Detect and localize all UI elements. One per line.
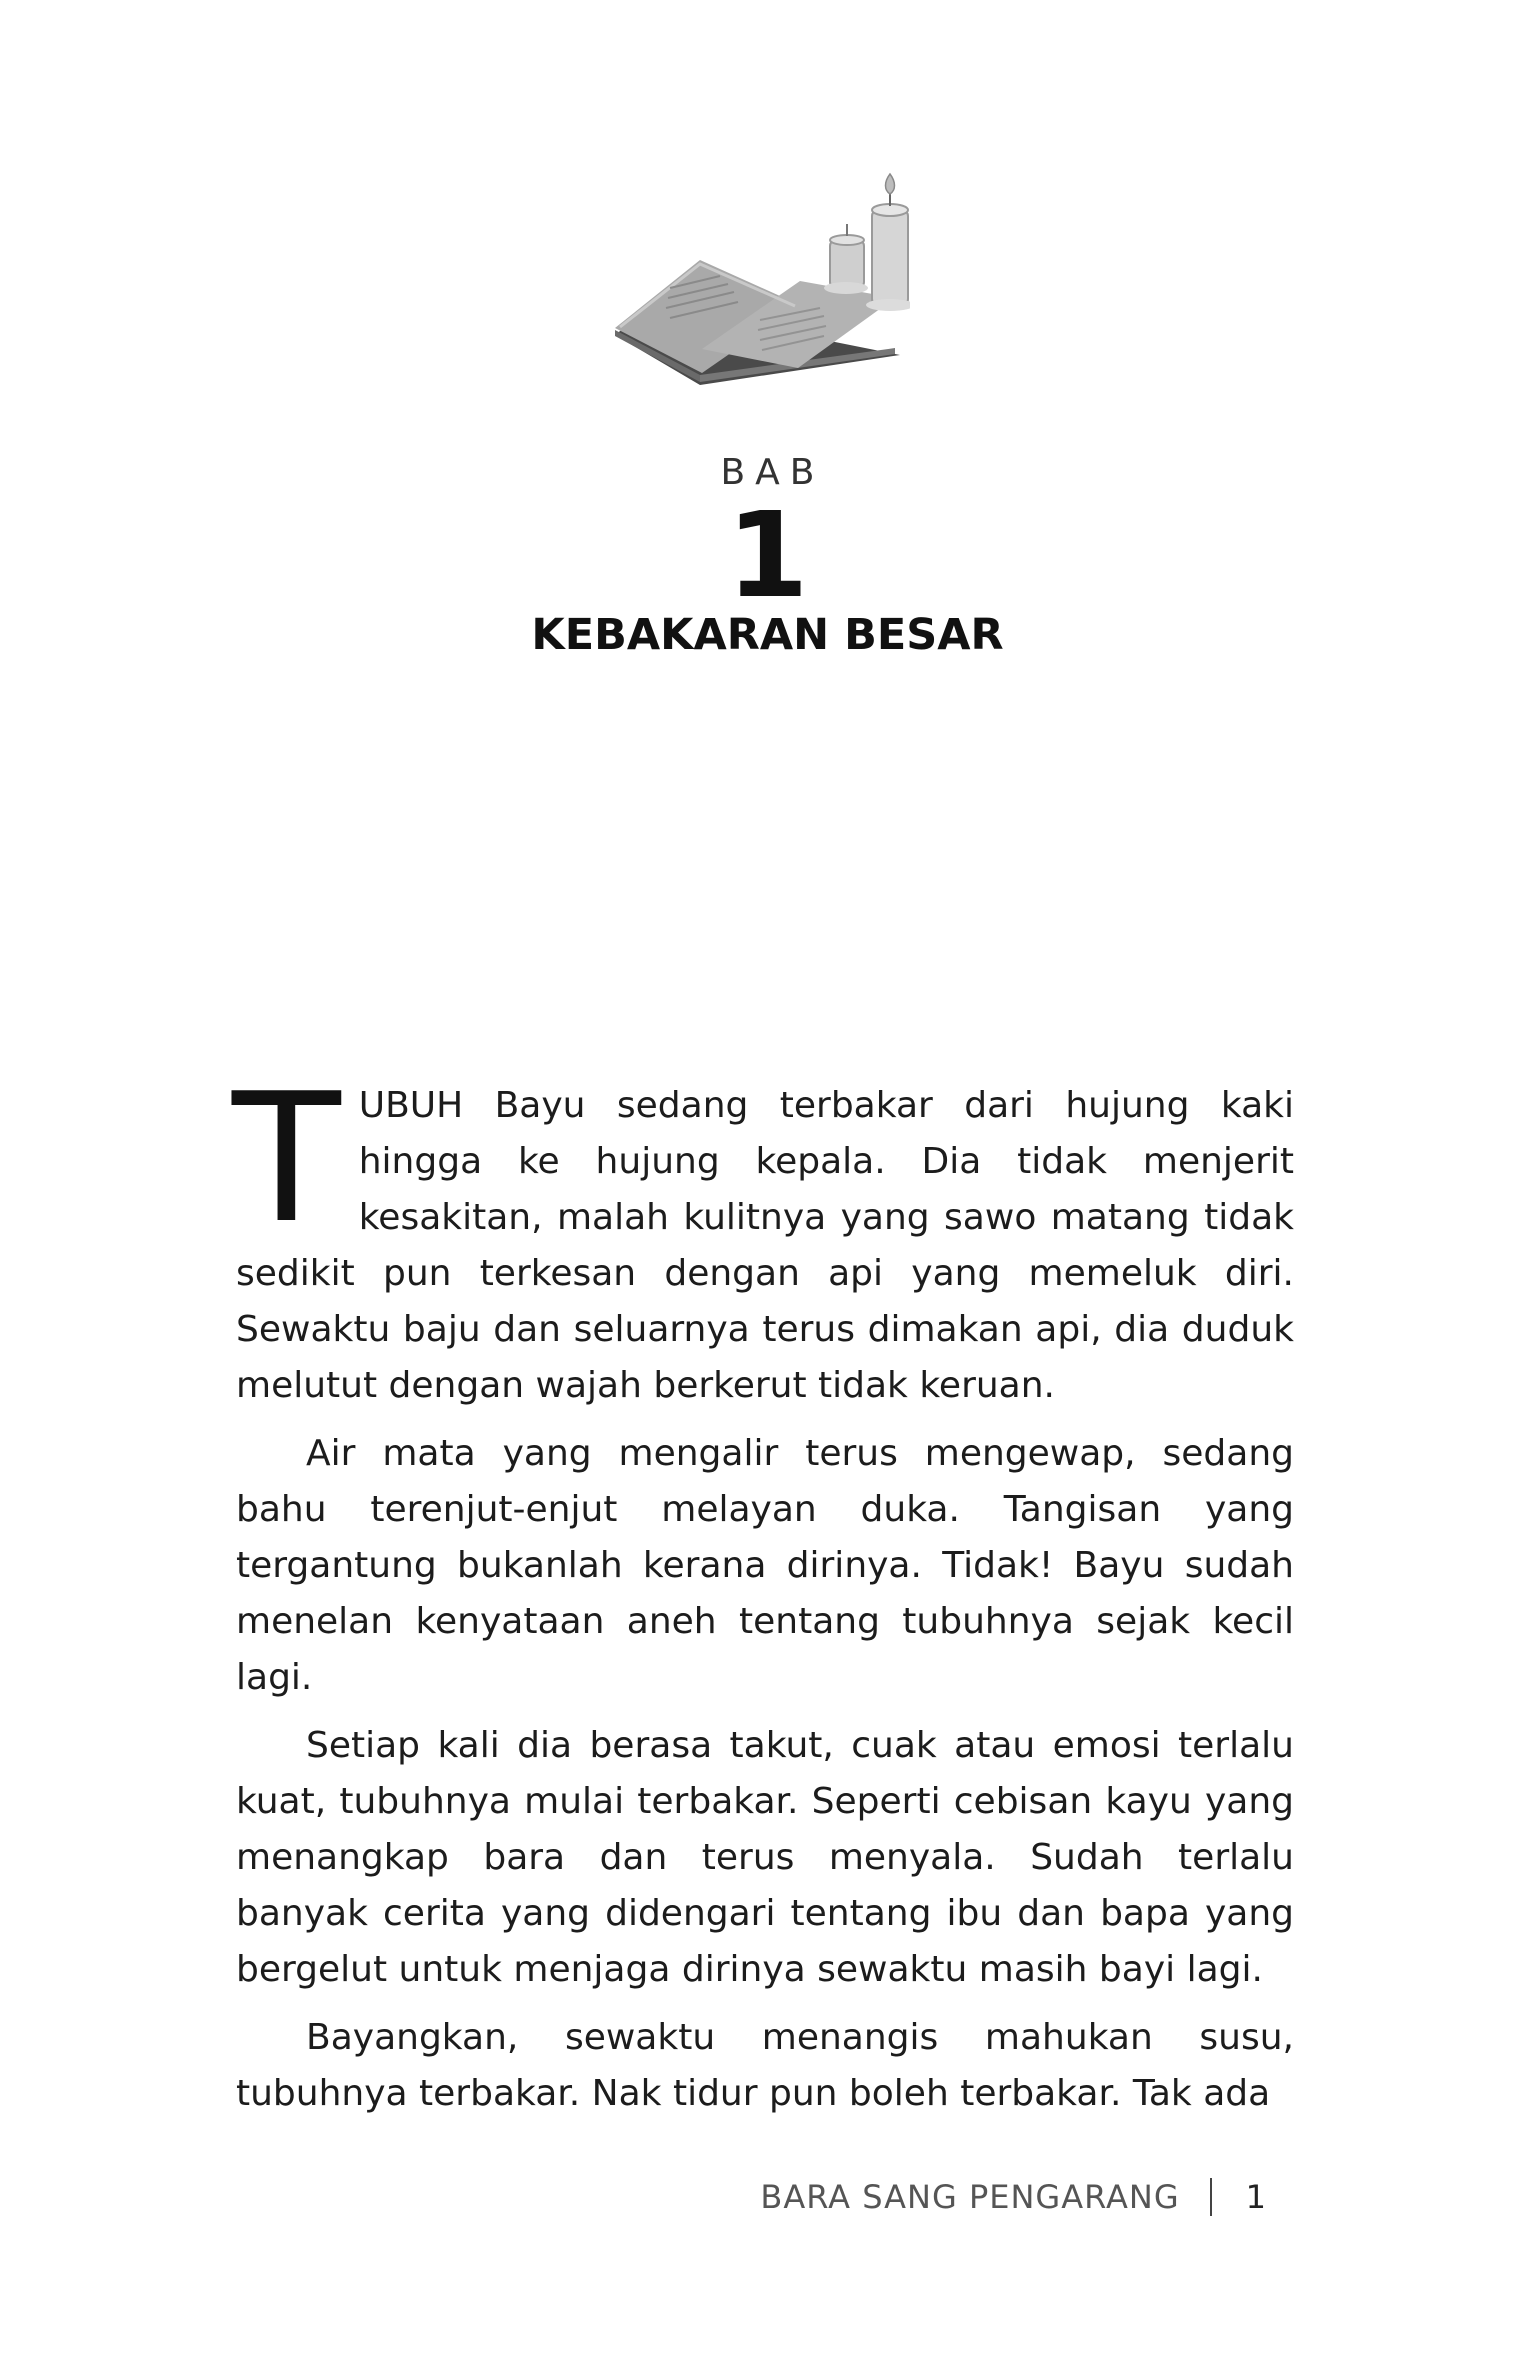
chapter-body bbox=[232, 1055, 1294, 2134]
body-paragraph: Air mata yang mengalir terus mengewap, sedang bahu terenjut-enjut melayan duka. Tangisan yang tergantung bukanlah kerana dirinya. Tidak! Bayu sudah menelan kenyataan aneh tentang tubuhnya sejak kecil lagi. bbox=[236, 1433, 1294, 1698]
body-paragraph: Bayangkan, sewaktu menangis mahukan susu, tubuhnya terbakar. Nak tidur pun boleh terbakar. Tak ada bbox=[236, 2017, 1294, 2114]
open-book-with-candles-icon bbox=[610, 170, 910, 390]
chapter-title: KEBAKARAN BESAR bbox=[531, 610, 1004, 660]
drop-cap: T bbox=[232, 1055, 341, 1262]
chapter-label: BAB bbox=[720, 452, 825, 493]
page-number: 1 bbox=[1245, 2178, 1267, 2216]
book-and-candles-illustration bbox=[610, 170, 910, 390]
paragraph-text: UBUH Bayu sedang terbakar dari hujung kaki hingga ke hujung kepala. Dia tidak menjerit kesakitan, malah kulitnya yang sawo matang tidak sedikit pun terkesan dengan api yang memeluk diri. Sewaktu baju dan seluarnya terus dimakan api, dia duduk melutut dengan wajah berkerut tidak keruan. bbox=[236, 1085, 1294, 1406]
chapter-number: 1 bbox=[726, 486, 809, 624]
footer-divider bbox=[1210, 2178, 1212, 2216]
body-paragraph: Setiap kali dia berasa takut, cuak atau emosi terlalu kuat, tubuhnya mulai terbakar. Seperti cebisan kayu yang menangkap bara dan terus menyala. Sudah terlalu banyak cerita yang didengari tentang ibu dan bapa yang bergelut untuk menjaga dirinya sewaktu masih bayi lagi. bbox=[236, 1725, 1294, 1990]
body-paragraph bbox=[232, 1055, 1294, 1414]
page-footer bbox=[760, 2178, 1267, 2216]
running-title: BARA SANG PENGARANG bbox=[760, 2178, 1180, 2216]
